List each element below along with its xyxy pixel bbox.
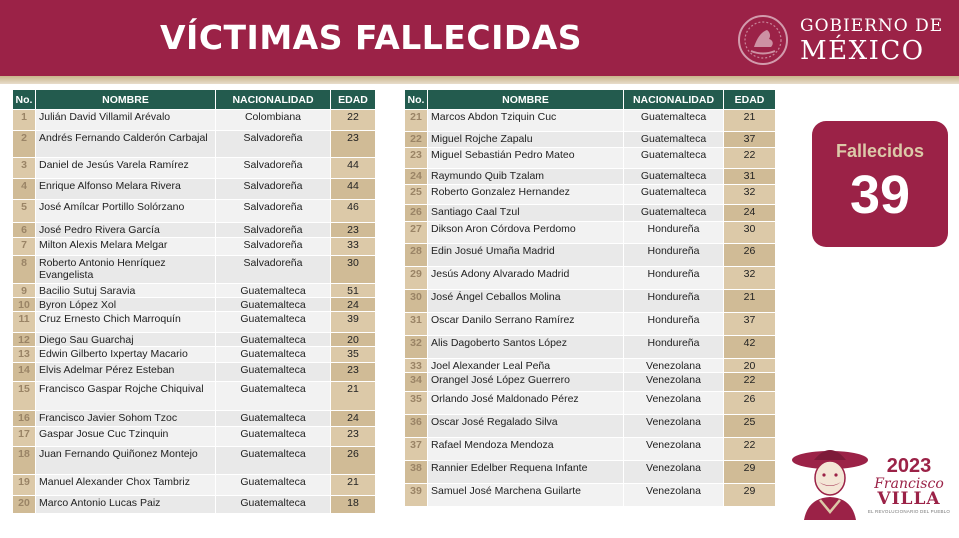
victim-age: 24 <box>331 298 376 312</box>
row-number: 11 <box>13 312 36 333</box>
deaths-label: Fallecidos <box>835 141 925 161</box>
table-row <box>405 438 776 461</box>
table-row <box>13 312 376 333</box>
row-number: 2 <box>13 131 36 158</box>
row-number: 17 <box>13 427 36 447</box>
victim-name: Jesús Adony Alvarado Madrid <box>428 267 624 290</box>
row-number: 9 <box>13 284 36 298</box>
victim-nationality: Guatemalteca <box>216 298 331 312</box>
victim-age: 23 <box>331 223 376 238</box>
row-number: 21 <box>405 110 428 132</box>
column-header-name: NOMBRE <box>36 90 216 110</box>
victim-nationality: Guatemalteca <box>216 411 331 427</box>
column-header-no: No. <box>405 90 428 110</box>
victim-name: Oscar Danilo Serrano Ramírez <box>428 313 624 336</box>
table-row <box>405 484 776 507</box>
victim-age: 46 <box>331 200 376 223</box>
victim-name: Samuel José Marchena Guilarte <box>428 484 624 507</box>
row-number: 29 <box>405 267 428 290</box>
column-header-name: NOMBRE <box>428 90 624 110</box>
table-row <box>405 185 776 205</box>
table-row <box>13 256 376 284</box>
table-row <box>13 411 376 427</box>
victim-nationality: Guatemalteca <box>624 148 724 169</box>
row-number: 13 <box>13 347 36 363</box>
gov-line-2: MÉXICO <box>800 36 925 66</box>
row-number: 8 <box>13 256 36 284</box>
victim-nationality: Guatemalteca <box>624 169 724 185</box>
victim-age: 21 <box>724 110 776 132</box>
table-row <box>13 238 376 256</box>
column-header-nationality: NACIONALIDAD <box>624 90 724 110</box>
victim-name: Edin Josué Umaña Madrid <box>428 244 624 267</box>
victim-nationality: Venezolana <box>624 415 724 438</box>
table-row <box>405 267 776 290</box>
row-number: 6 <box>13 223 36 238</box>
victim-name: Daniel de Jesús Varela Ramírez <box>36 158 216 179</box>
row-number: 4 <box>13 179 36 200</box>
victim-nationality: Venezolana <box>624 392 724 415</box>
deaths-count: 39 <box>849 165 911 225</box>
victim-nationality: Colombiana <box>216 110 331 131</box>
page-title: VÍCTIMAS FALLECIDAS <box>160 18 583 57</box>
victim-age: 22 <box>724 148 776 169</box>
table-row <box>405 359 776 373</box>
table-row <box>13 496 376 514</box>
victims-table-right <box>404 89 776 507</box>
victim-name: José Amílcar Portillo Solórzano <box>36 200 216 223</box>
victim-name: Oscar José Regalado Silva <box>428 415 624 438</box>
table-row <box>13 427 376 447</box>
victim-nationality: Salvadoreña <box>216 238 331 256</box>
victim-nationality: Hondureña <box>624 244 724 267</box>
victim-age: 37 <box>724 132 776 148</box>
victims-table-left <box>12 89 376 514</box>
victim-age: 22 <box>724 438 776 461</box>
victim-name: Roberto Antonio Henríquez Evangelista <box>36 256 216 284</box>
column-header-age: EDAD <box>724 90 776 110</box>
victim-age: 20 <box>331 333 376 347</box>
victim-name: Cruz Ernesto Chich Marroquín <box>36 312 216 333</box>
victim-nationality: Guatemalteca <box>216 427 331 447</box>
row-number: 26 <box>405 205 428 222</box>
victim-nationality: Venezolana <box>624 359 724 373</box>
table-row <box>13 284 376 298</box>
victim-age: 29 <box>724 484 776 507</box>
victim-nationality: Salvadoreña <box>216 256 331 284</box>
row-number: 33 <box>405 359 428 373</box>
row-number: 39 <box>405 484 428 507</box>
table-row <box>405 169 776 185</box>
victim-name: Elvis Adelmar Pérez Esteban <box>36 363 216 382</box>
victim-age: 26 <box>724 244 776 267</box>
table-row <box>13 298 376 312</box>
row-number: 25 <box>405 185 428 205</box>
victim-nationality: Hondureña <box>624 313 724 336</box>
victim-name: Julián David Villamil Arévalo <box>36 110 216 131</box>
table-row <box>13 158 376 179</box>
victim-name: Rafael Mendoza Mendoza <box>428 438 624 461</box>
row-number: 27 <box>405 222 428 244</box>
victim-nationality: Guatemalteca <box>216 447 331 475</box>
row-number: 22 <box>405 132 428 148</box>
victim-age: 21 <box>331 382 376 411</box>
victim-nationality: Hondureña <box>624 336 724 359</box>
victim-age: 30 <box>331 256 376 284</box>
victim-name: Alis Dagoberto Santos López <box>428 336 624 359</box>
victim-nationality: Guatemalteca <box>624 110 724 132</box>
victim-name: Enrique Alfonso Melara Rivera <box>36 179 216 200</box>
row-number: 7 <box>13 238 36 256</box>
victim-age: 29 <box>724 461 776 484</box>
row-number: 37 <box>405 438 428 461</box>
victim-name: Rannier Edelber Requena Infante <box>428 461 624 484</box>
table-row <box>13 333 376 347</box>
victim-age: 26 <box>331 447 376 475</box>
victim-name: Diego Sau Guarchaj <box>36 333 216 347</box>
row-number: 38 <box>405 461 428 484</box>
row-number: 32 <box>405 336 428 359</box>
row-number: 36 <box>405 415 428 438</box>
row-number: 14 <box>13 363 36 382</box>
victim-age: 24 <box>724 205 776 222</box>
deaths-summary-card <box>812 121 948 247</box>
victim-nationality: Salvadoreña <box>216 200 331 223</box>
victim-name: Santiago Caal Tzul <box>428 205 624 222</box>
row-number: 30 <box>405 290 428 313</box>
header-accent-band <box>0 76 959 84</box>
victim-nationality: Guatemalteca <box>624 205 724 222</box>
victim-name: Dikson Aron Córdova Perdomo <box>428 222 624 244</box>
victim-name: Manuel Alexander Chox Tambriz <box>36 475 216 496</box>
victim-nationality: Salvadoreña <box>216 179 331 200</box>
table-row <box>13 363 376 382</box>
table-row <box>13 475 376 496</box>
victim-name: Milton Alexis Melara Melgar <box>36 238 216 256</box>
mexico-coat-of-arms-icon <box>737 14 789 66</box>
victim-name: Joel Alexander Leal Peña <box>428 359 624 373</box>
victim-age: 44 <box>331 158 376 179</box>
victim-age: 23 <box>331 131 376 158</box>
table-row <box>13 110 376 131</box>
table-row <box>405 290 776 313</box>
victim-name: Byron López Xol <box>36 298 216 312</box>
table-row <box>13 447 376 475</box>
victim-age: 51 <box>331 284 376 298</box>
victim-name: Marcos Abdon Tziquin Cuc <box>428 110 624 132</box>
victim-age: 26 <box>724 392 776 415</box>
table-row <box>405 415 776 438</box>
table-row <box>405 110 776 132</box>
victim-name: Roberto Gonzalez Hernandez <box>428 185 624 205</box>
table-row <box>405 336 776 359</box>
victim-name: Miguel Sebastián Pedro Mateo <box>428 148 624 169</box>
victim-name: Andrés Fernando Calderón Carbajal <box>36 131 216 158</box>
victim-name: Edwin Gilberto Ixpertay Macario <box>36 347 216 363</box>
victim-age: 33 <box>331 238 376 256</box>
row-number: 16 <box>13 411 36 427</box>
victim-name: Raymundo Quib Tzalam <box>428 169 624 185</box>
table-row <box>13 179 376 200</box>
victim-nationality: Guatemalteca <box>216 363 331 382</box>
victim-name: Marco Antonio Lucas Paiz <box>36 496 216 514</box>
table-row <box>405 461 776 484</box>
victim-nationality: Guatemalteca <box>216 333 331 347</box>
logo-name-first: Francisco <box>874 476 944 492</box>
francisco-villa-2023-logo <box>866 456 952 515</box>
victim-age: 20 <box>724 359 776 373</box>
victim-nationality: Guatemalteca <box>216 284 331 298</box>
victim-nationality: Salvadoreña <box>216 223 331 238</box>
francisco-villa-portrait-icon <box>790 442 870 520</box>
victim-age: 42 <box>724 336 776 359</box>
header-bar <box>0 0 959 76</box>
victim-age: 21 <box>331 475 376 496</box>
logo-year: 2023 <box>886 455 932 477</box>
victim-nationality: Guatemalteca <box>216 475 331 496</box>
table-row <box>405 244 776 267</box>
row-number: 18 <box>13 447 36 475</box>
row-number: 10 <box>13 298 36 312</box>
victim-name: José Ángel Ceballos Molina <box>428 290 624 313</box>
victim-nationality: Hondureña <box>624 267 724 290</box>
row-number: 34 <box>405 373 428 392</box>
victim-nationality: Venezolana <box>624 461 724 484</box>
gov-line-1: GOBIERNO DE <box>800 16 944 36</box>
victim-name: Orangel José López Guerrero <box>428 373 624 392</box>
victim-age: 24 <box>331 411 376 427</box>
victim-age: 21 <box>724 290 776 313</box>
table-row <box>13 347 376 363</box>
table-row <box>13 382 376 411</box>
table-row <box>405 392 776 415</box>
victim-nationality: Guatemalteca <box>216 496 331 514</box>
victim-age: 23 <box>331 363 376 382</box>
row-number: 15 <box>13 382 36 411</box>
row-number: 20 <box>13 496 36 514</box>
victim-name: Francisco Gaspar Rojche Chiquival <box>36 382 216 411</box>
row-number: 31 <box>405 313 428 336</box>
row-number: 19 <box>13 475 36 496</box>
victim-age: 39 <box>331 312 376 333</box>
table-row <box>405 222 776 244</box>
victim-age: 30 <box>724 222 776 244</box>
table-row <box>405 313 776 336</box>
table-header-row <box>405 90 776 110</box>
victim-name: Francisco Javier Sohom Tzoc <box>36 411 216 427</box>
victim-nationality: Guatemalteca <box>216 347 331 363</box>
victim-nationality: Venezolana <box>624 373 724 392</box>
victim-nationality: Hondureña <box>624 222 724 244</box>
victim-age: 32 <box>724 267 776 290</box>
victim-age: 22 <box>331 110 376 131</box>
victim-name: Bacilio Sutuj Saravia <box>36 284 216 298</box>
row-number: 28 <box>405 244 428 267</box>
victim-nationality: Venezolana <box>624 484 724 507</box>
table-header-row <box>13 90 376 110</box>
table-body-right <box>405 110 776 507</box>
victim-name: Gaspar Josue Cuc Tzinquin <box>36 427 216 447</box>
victim-age: 37 <box>724 313 776 336</box>
table-row <box>13 131 376 158</box>
victim-age: 32 <box>724 185 776 205</box>
logo-name-last: VILLA <box>877 489 941 509</box>
victim-age: 22 <box>724 373 776 392</box>
victim-age: 18 <box>331 496 376 514</box>
victim-name: Juan Fernando Quiñonez Montejo <box>36 447 216 475</box>
row-number: 35 <box>405 392 428 415</box>
victim-age: 35 <box>331 347 376 363</box>
victim-nationality: Hondureña <box>624 290 724 313</box>
victim-name: Miguel Rojche Zapalu <box>428 132 624 148</box>
table-row <box>13 200 376 223</box>
table-row <box>405 373 776 392</box>
victim-nationality: Guatemalteca <box>624 185 724 205</box>
row-number: 12 <box>13 333 36 347</box>
table-row <box>13 223 376 238</box>
table-body-left <box>13 110 376 514</box>
row-number: 5 <box>13 200 36 223</box>
victim-nationality: Venezolana <box>624 438 724 461</box>
column-header-no: No. <box>13 90 36 110</box>
victim-nationality: Salvadoreña <box>216 131 331 158</box>
row-number: 3 <box>13 158 36 179</box>
victim-age: 25 <box>724 415 776 438</box>
logo-tagline: EL REVOLUCIONARIO DEL PUEBLO <box>867 509 951 514</box>
row-number: 23 <box>405 148 428 169</box>
column-header-nationality: NACIONALIDAD <box>216 90 331 110</box>
victim-age: 44 <box>331 179 376 200</box>
victim-nationality: Salvadoreña <box>216 158 331 179</box>
victim-nationality: Guatemalteca <box>624 132 724 148</box>
victim-name: José Pedro Rivera García <box>36 223 216 238</box>
table-row <box>405 132 776 148</box>
table-row <box>405 205 776 222</box>
column-header-age: EDAD <box>331 90 376 110</box>
victim-nationality: Guatemalteca <box>216 382 331 411</box>
row-number: 24 <box>405 169 428 185</box>
victim-age: 31 <box>724 169 776 185</box>
victim-age: 23 <box>331 427 376 447</box>
table-row <box>405 148 776 169</box>
victim-nationality: Guatemalteca <box>216 312 331 333</box>
victim-name: Orlando José Maldonado Pérez <box>428 392 624 415</box>
government-logo-text <box>800 18 943 64</box>
row-number: 1 <box>13 110 36 131</box>
